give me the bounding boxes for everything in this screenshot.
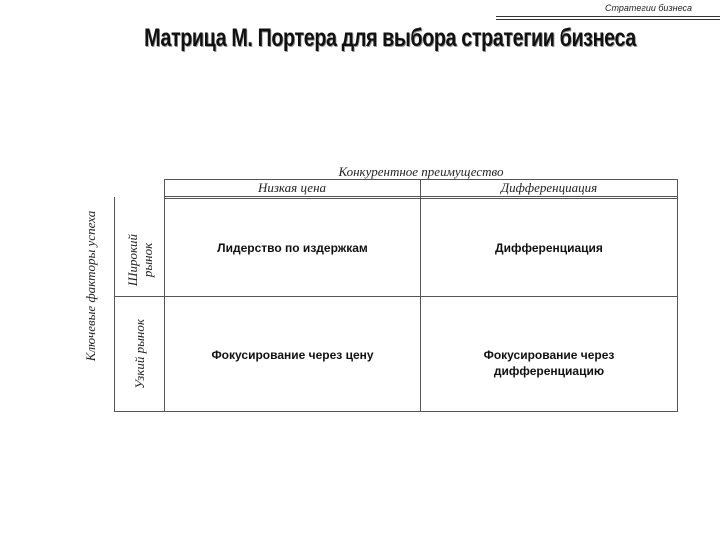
grid-line-bottom: [114, 411, 678, 412]
top-axis-label: Конкурентное преимущество: [338, 164, 504, 179]
side-axis-label: Ключевые факторы успеха: [83, 210, 98, 362]
row-header-broad-market-text: Широкий рынок: [125, 233, 155, 287]
header-rule-top: [496, 16, 720, 17]
cell-differentiation: Дифференциация: [495, 240, 603, 255]
column-header-low-cost: Низкая цена: [257, 180, 327, 195]
header-rule-bottom: [496, 19, 720, 20]
column-header-differentiation: Дифференциация: [500, 180, 598, 195]
cell-cost-focus: Фокусирование через цену: [211, 348, 374, 362]
row-header-narrow-market: Узкий рынок: [132, 319, 147, 389]
cell-cost-leadership: Лидерство по издержкам: [217, 240, 368, 255]
grid-line-header-bottom-1: [164, 196, 678, 197]
page-title: Матрица М. Портера для выбора стратегии бизнеса: [144, 24, 636, 52]
grid-line-row-header-left: [114, 197, 115, 412]
cell-differentiation-focus-text: Фокусирование через дифференциацию: [483, 348, 615, 378]
header-section-label: Стратегии бизнеса: [605, 3, 692, 13]
cell-differentiation-focus: [421, 297, 677, 411]
grid-line-right: [677, 179, 678, 412]
grid-line-top: [164, 179, 678, 180]
